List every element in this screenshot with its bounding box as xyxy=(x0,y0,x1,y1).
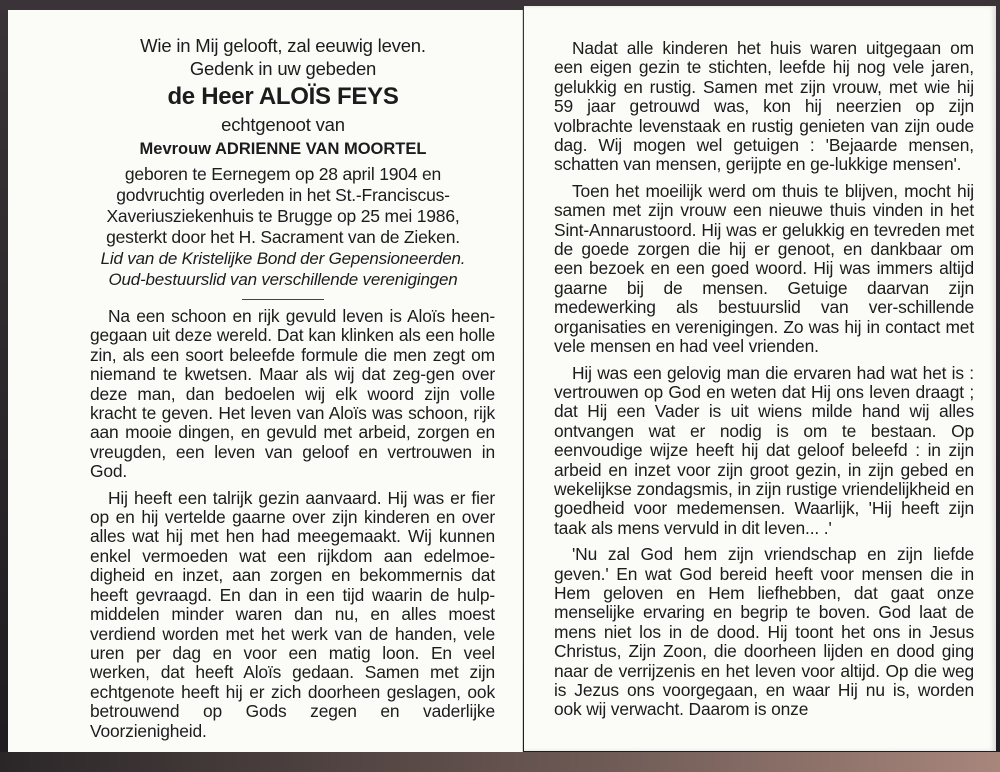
paragraph: 'Nu zal God hem zijn vriendschap en zijn liefde geven.' En wat God bereid heeft voor mensen die in Hem geloven en Hem liefhebben, dat gaat onze menselijke ervaring en begrip te boven. God laat de mens niet los in de dood. Hij toont het ons in Jesus Christus, Zijn Zoon, die doorheen lijden en dood ging naar de verrijzenis en het leven voor altijd. Op die weg is Jezus ons voorgegaan, en waar Hij nu is, worden ook wij verwacht. Daarom is onze xyxy=(554,544,974,720)
spouse-intro: echtgenoot van xyxy=(221,114,345,135)
right-page xyxy=(524,6,996,751)
deceased-name: de Heer ALOÏS FEYS xyxy=(167,83,399,110)
prayer-request-line: Gedenk in uw gebeden xyxy=(189,58,377,79)
divider-line xyxy=(242,299,324,300)
paragraph: Hij heeft een talrijk gezin aanvaard. Hij was er fier op en hij vertelde gaarne over zijn kinderen en over alles wat hij met hen had meegemaakt. Wij kunnen enkel vermoeden wat een rijkdom aan edelmoe-digheid en inzet, aan zorgen en bekommernis dat heeft gevraagd. En dan in een tijd waarin de hulp-middelen minder waren dan nu, en alles moest verdiend worden met het werk van de handen, vele uren per dag en voor een matig loon. En veel werken, dat heeft Aloïs gedaan. Samen met zijn echtgenote heeft hij er zich doorheen geslagen, ook betrouwend op Gods zegen en vaderlijke Voorzienigheid. xyxy=(90,487,495,741)
paragraph: Hij was een gelovig man die ervaren had wat het is : vertrouwen op God en weten dat Hij ons leven draagt ; dat Hij een Vader is uit wiens milde hand wij alles ontvangen wat er nodig is om te bestaan. Op eenvoudige wijze heeft hij dat geloof beleefd : in zijn arbeid en inzet voor zijn groot gezin, in zijn gebed en wekelijkse zondagsmis, in zijn rustige vriendelijkheid en goedheid voor medemensen. Waarlijk, 'Hij heeft zijn taak als mens vervuld in dit leven... .' xyxy=(554,362,974,538)
membership-line: Oud-bestuurslid van verschillende verenigingen xyxy=(108,270,458,289)
paragraph: Toen het moeilijk werd om thuis te blijven, mocht hij samen met zijn vrouw een nieuwe thuis vinden in het Sint-Annarustoord. Hij was er gelukkig en tevreden met de goede zorgen die hij er genoot, en dankbaar om een bezoek en een goed woord. Hij was immers altijd gaarne bij de mensen. Getuige daarvan zijn medewerking als bestuurslid van ver-schillende organisaties en verenigingen. Zo was hij in contact met vele mensen en had veel vrienden. xyxy=(554,180,974,357)
card-header xyxy=(48,34,518,300)
left-page xyxy=(8,10,523,755)
bio-line: geboren te Eernegem op 28 april 1904 en xyxy=(124,164,442,184)
left-body-text xyxy=(90,307,495,741)
paragraph: Nadat alle kinderen het huis waren uitgegaan om een eigen gezin te stichten, leefde hij nog vele jaren, gelukkig en rustig. Samen met zijn vrouw, met wie hij 59 jaar getrouwd was, kon hij neerzien op zijn volbrachte levenstaak en rustig genieten van zijn oude dag. Wij mogen wel getuigen : 'Bejaarde mensen, schatten van mensen, gerijpte en ge-lukkige mensen'. xyxy=(554,38,974,175)
bio-line: gesterkt door het H. Sacrament van de Zieken. xyxy=(106,227,460,247)
paragraph: Na een schoon en rijk gevuld leven is Aloïs heen-gegaan uit deze wereld. Dat kan klinken als een holle zin, als een soort beleefde formule die men zegt om niemand te kwetsen. Maar als wij dat zeg-gen over deze man, dan bedoelen wij elk woord zijn volle kracht te geven. Het leven van Aloïs was schoon, rijk aan mooie dingen, en gevuld met arbeid, zorgen en vreugden, een leven van geloof en vertrouwen in God. xyxy=(90,306,495,482)
membership-block xyxy=(48,248,518,290)
spouse-name: Mevrouw ADRIENNE VAN MOORTEL xyxy=(139,140,427,158)
bio-line: godvruchtig overleden in het St.-Franciscus- xyxy=(116,185,450,205)
background-strip xyxy=(0,752,1000,772)
bio-line: Xaveriusziekenhuis te Brugge op 25 mei 1986, xyxy=(106,206,460,226)
verse-line: Wie in Mij gelooft, zal eeuwig leven. xyxy=(140,35,426,56)
membership-line: Lid van de Kristelijke Bond der Gepensioneerden. xyxy=(100,249,466,268)
right-body-text xyxy=(554,39,974,720)
bio-block xyxy=(48,164,518,248)
